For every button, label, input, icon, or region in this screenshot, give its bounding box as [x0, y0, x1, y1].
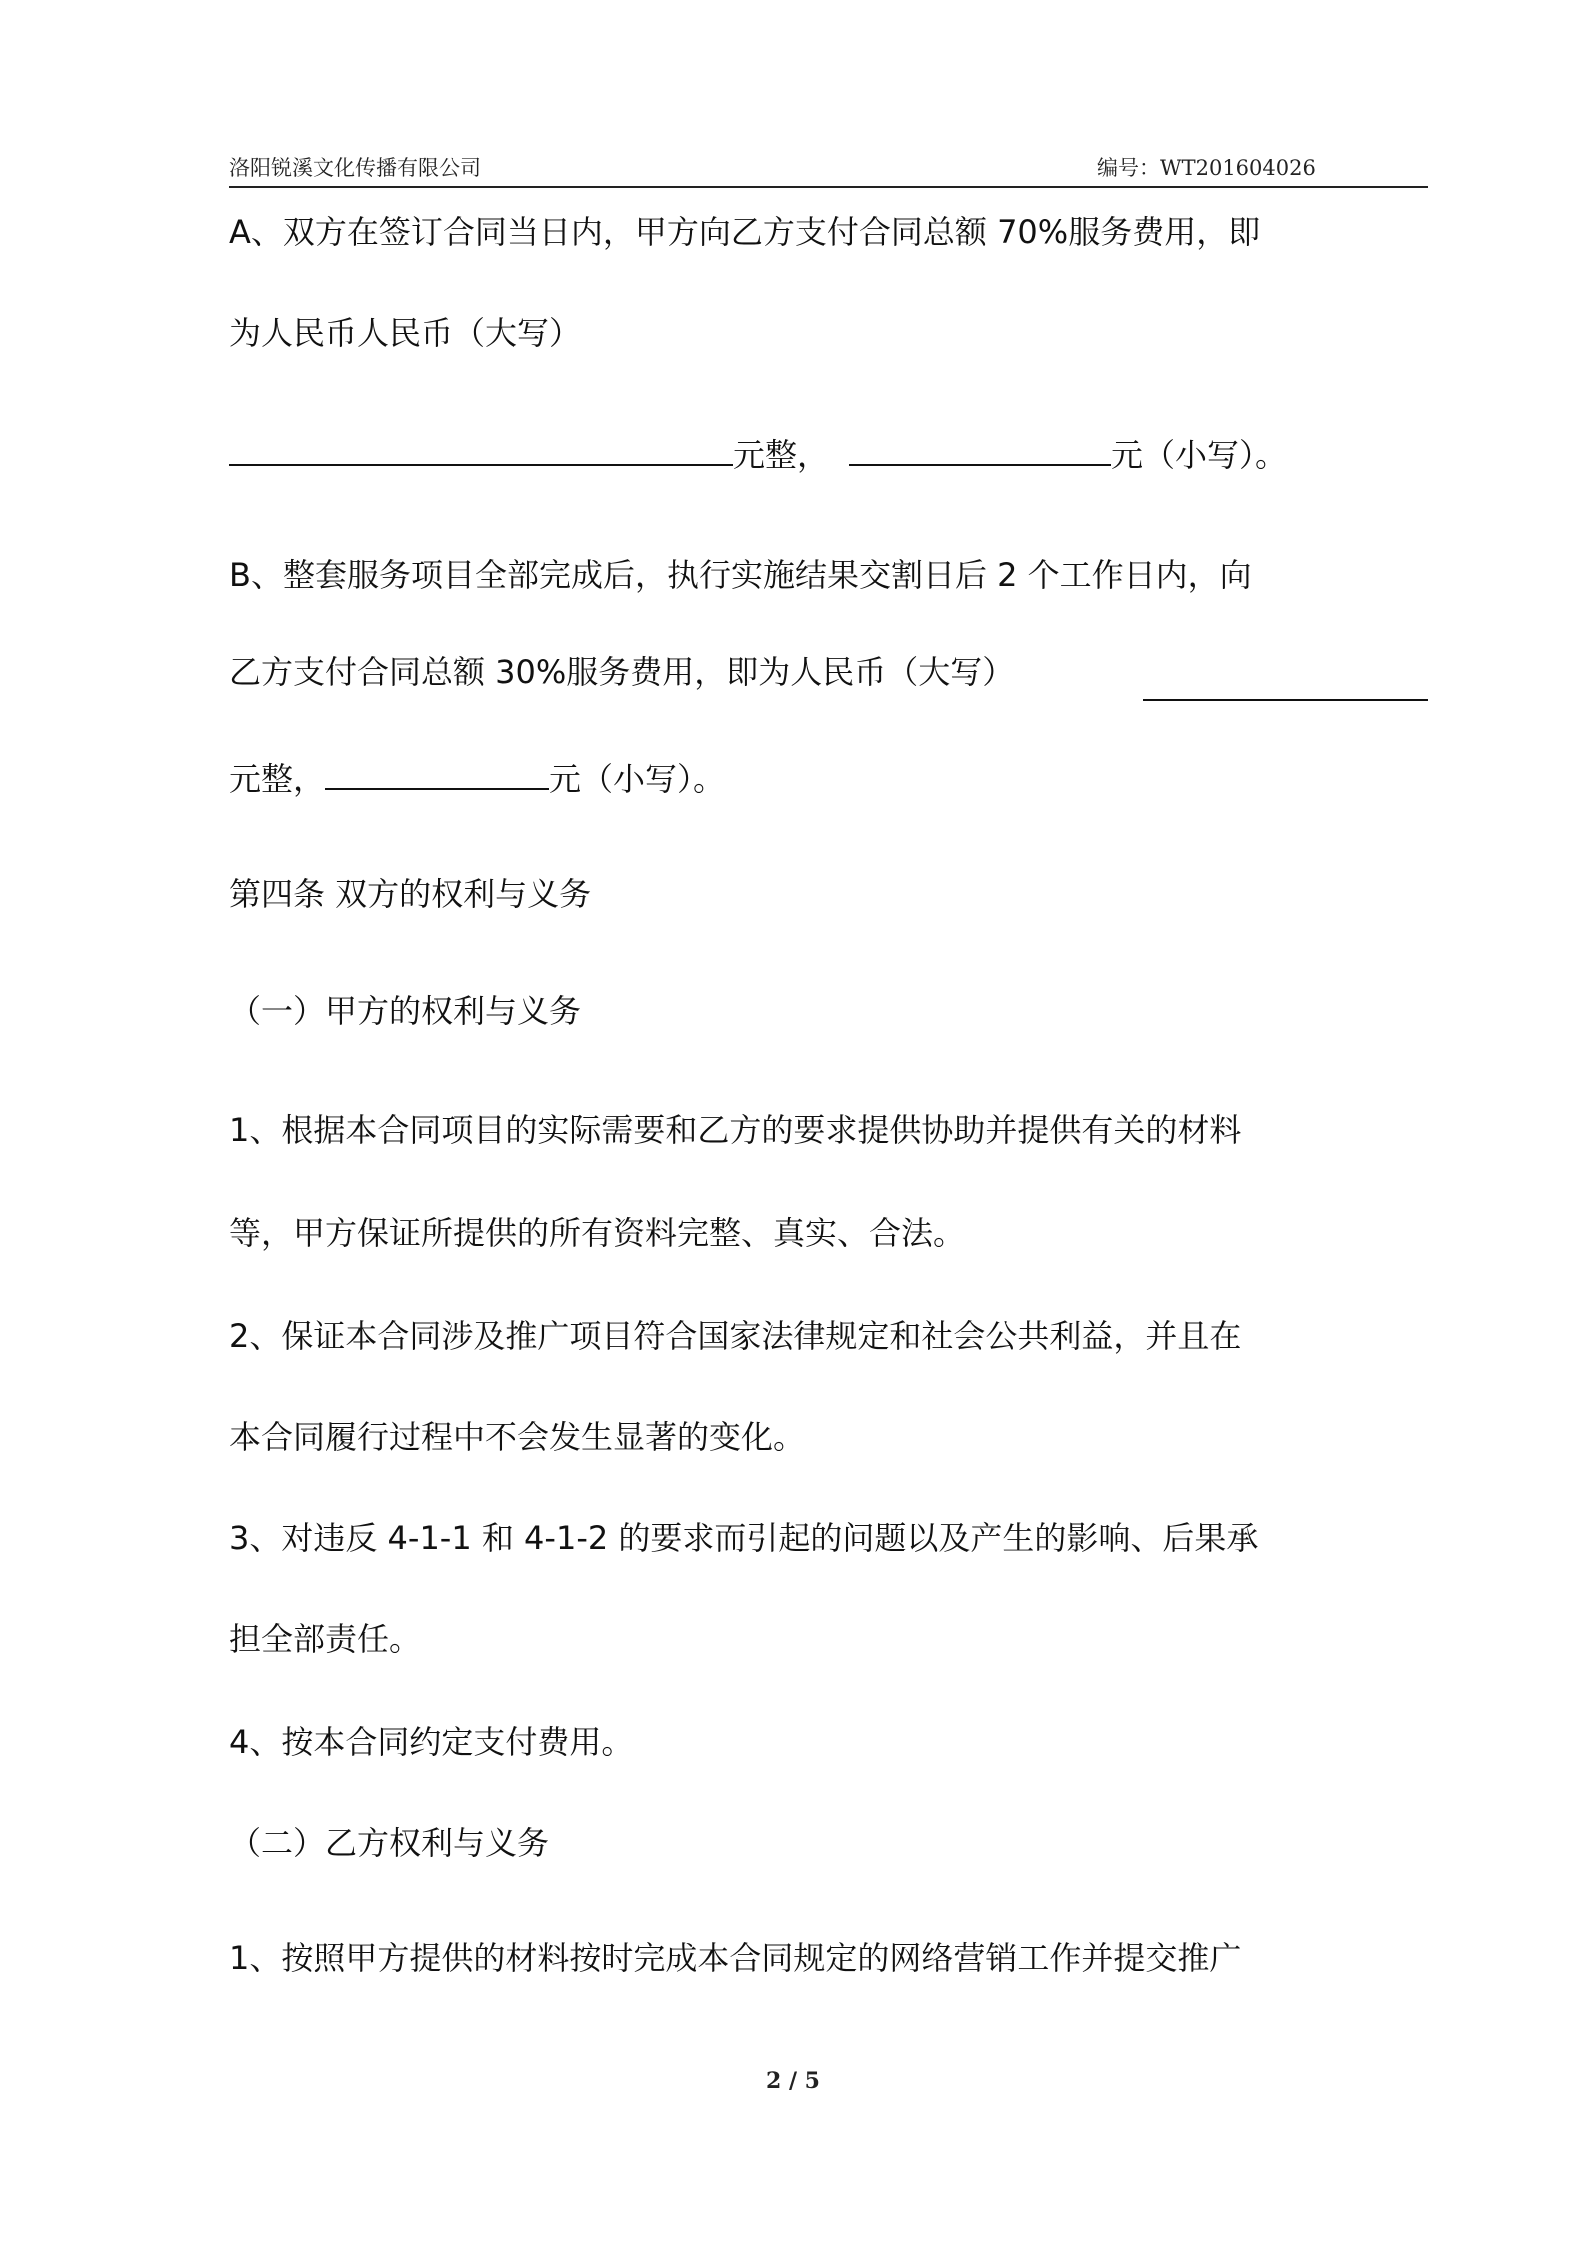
clause-b-amount-figures-blank	[325, 756, 549, 790]
section-1-item-3-line-2: 担全部责任。	[229, 1620, 422, 1658]
section-1-item-3-line-1: 3、对违反 4-1-1 和 4-1-2 的要求而引起的问题以及产生的影响、后果承	[229, 1519, 1259, 1557]
section-1-item-1-line-1: 1、根据本合同项目的实际需要和乙方的要求提供协助并提供有关的材料	[229, 1111, 1242, 1149]
section-1-item-2-line-1: 2、保证本合同涉及推广项目符合国家法律规定和社会公共利益，并且在	[229, 1317, 1242, 1355]
company-name: 洛阳锐溪文化传播有限公司	[229, 156, 481, 180]
clause-b-small-label: 元（小写）。	[549, 760, 726, 798]
page-number: 2 / 5	[766, 2068, 820, 2094]
section-1-item-2-line-2: 本合同履行过程中不会发生显著的变化。	[229, 1418, 806, 1456]
article-4-title: 第四条 双方的权利与义务	[229, 875, 592, 913]
clause-a-line-2: 为人民币人民币（大写）	[229, 314, 582, 352]
clause-a-yuan-label: 元整，	[733, 436, 830, 474]
section-2-title: （二）乙方权利与义务	[229, 1824, 550, 1862]
section-1-item-4: 4、按本合同约定支付费用。	[229, 1723, 634, 1761]
clause-b-yuan-label: 元整，	[229, 760, 326, 798]
document-number: 编号：WT201604026	[1097, 156, 1316, 180]
section-2-item-1-line-1: 1、按照甲方提供的材料按时完成本合同规定的网络营销工作并提交推广	[229, 1939, 1242, 1977]
clause-a-line-1: A、双方在签订合同当日内，甲方向乙方支付合同总额 70%服务费用，即	[229, 213, 1261, 251]
section-1-title: （一）甲方的权利与义务	[229, 992, 582, 1030]
clause-b-amount-words-blank	[1143, 699, 1428, 701]
clause-b-line-1: B、整套服务项目全部完成后，执行实施结果交割日后 2 个工作日内，向	[229, 556, 1252, 594]
amount-figures-blank	[849, 432, 1111, 466]
clause-a-small-label: 元（小写）。	[1111, 436, 1288, 474]
clause-a-line-3	[229, 432, 1287, 475]
clause-b-line-3	[229, 756, 725, 799]
clause-b-line-2-text: 乙方支付合同总额 30%服务费用，即为人民币（大写）	[229, 653, 1015, 691]
clause-b-line-2	[229, 652, 1014, 692]
page-header	[229, 150, 1428, 188]
section-1-item-1-line-2: 等，甲方保证所提供的所有资料完整、真实、合法。	[229, 1214, 966, 1252]
amount-words-blank	[229, 432, 733, 466]
